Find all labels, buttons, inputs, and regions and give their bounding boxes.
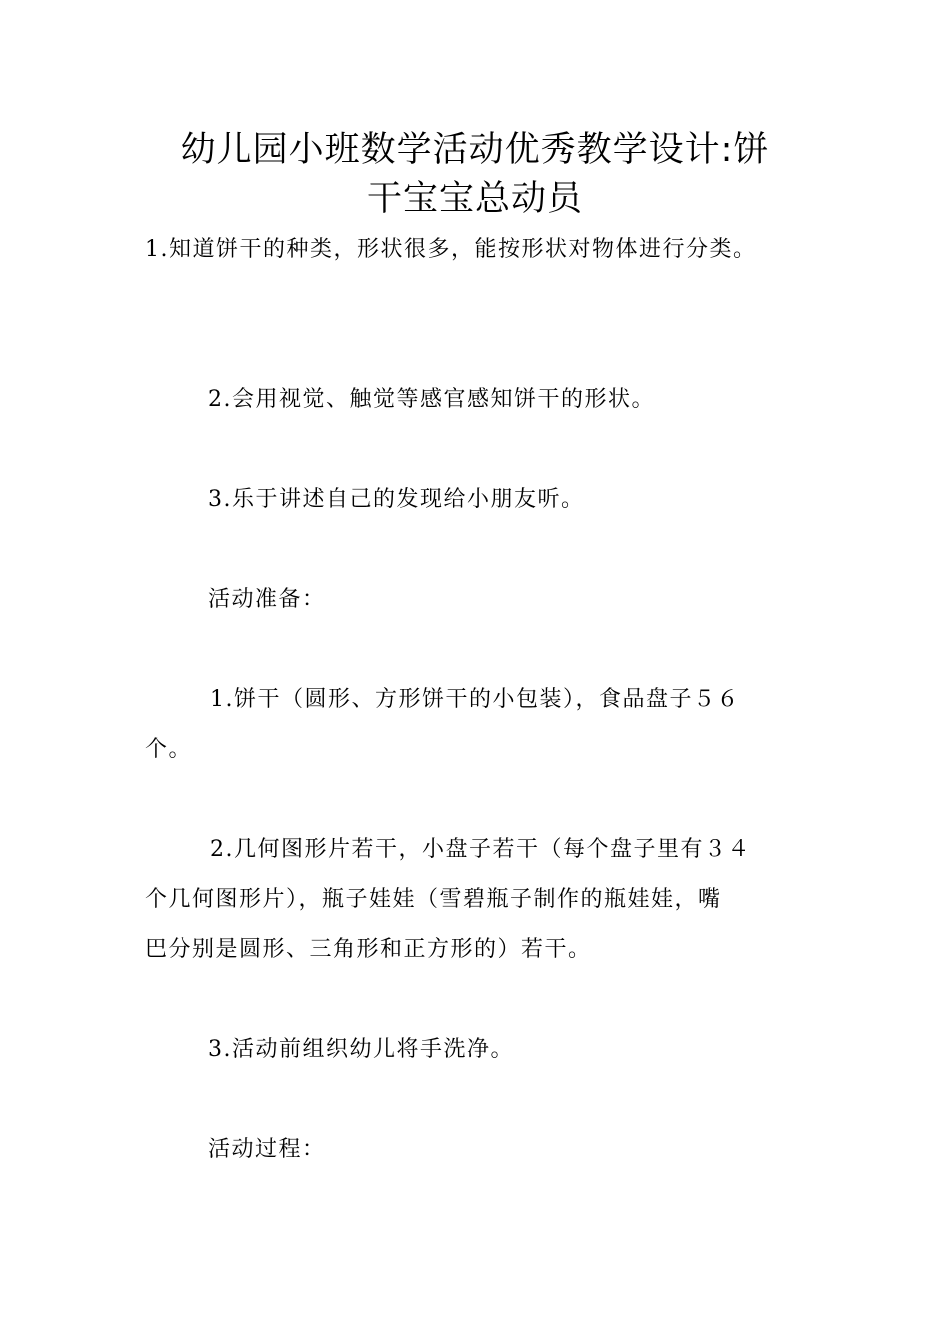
preparation-item-1-line-1: 1.饼干（圆形、方形饼干的小包装），食品盘子５６ — [210, 687, 740, 712]
preparation-item-1-line-2: 个。 — [145, 737, 193, 762]
preparation-item-2-line-1: 2.几何图形片若干，小盘子若干（每个盘子里有３４ — [210, 837, 751, 862]
preparation-item-2-line-2: 个几何图形片），瓶子娃娃（雪碧瓶子制作的瓶娃娃，嘴 — [145, 887, 722, 912]
preparation-item-3: 3.活动前组织幼儿将手洗净。 — [208, 1037, 514, 1062]
goal-item-1: 1.知道饼干的种类，形状很多，能按形状对物体进行分类。 — [145, 237, 757, 262]
document-title-line-1: 幼儿园小班数学活动优秀教学设计:饼 — [180, 130, 770, 170]
goal-item-2: 2.会用视觉、触觉等感官感知饼干的形状。 — [208, 387, 655, 412]
document-title-line-2: 干宝宝总动员 — [366, 179, 583, 219]
preparation-heading: 活动准备： — [208, 587, 326, 612]
preparation-item-2-line-3: 巴分别是圆形、三角形和正方形的）若干。 — [145, 937, 592, 962]
goal-item-3: 3.乐于讲述自己的发现给小朋友听。 — [208, 487, 585, 512]
process-heading: 活动过程： — [208, 1137, 326, 1162]
